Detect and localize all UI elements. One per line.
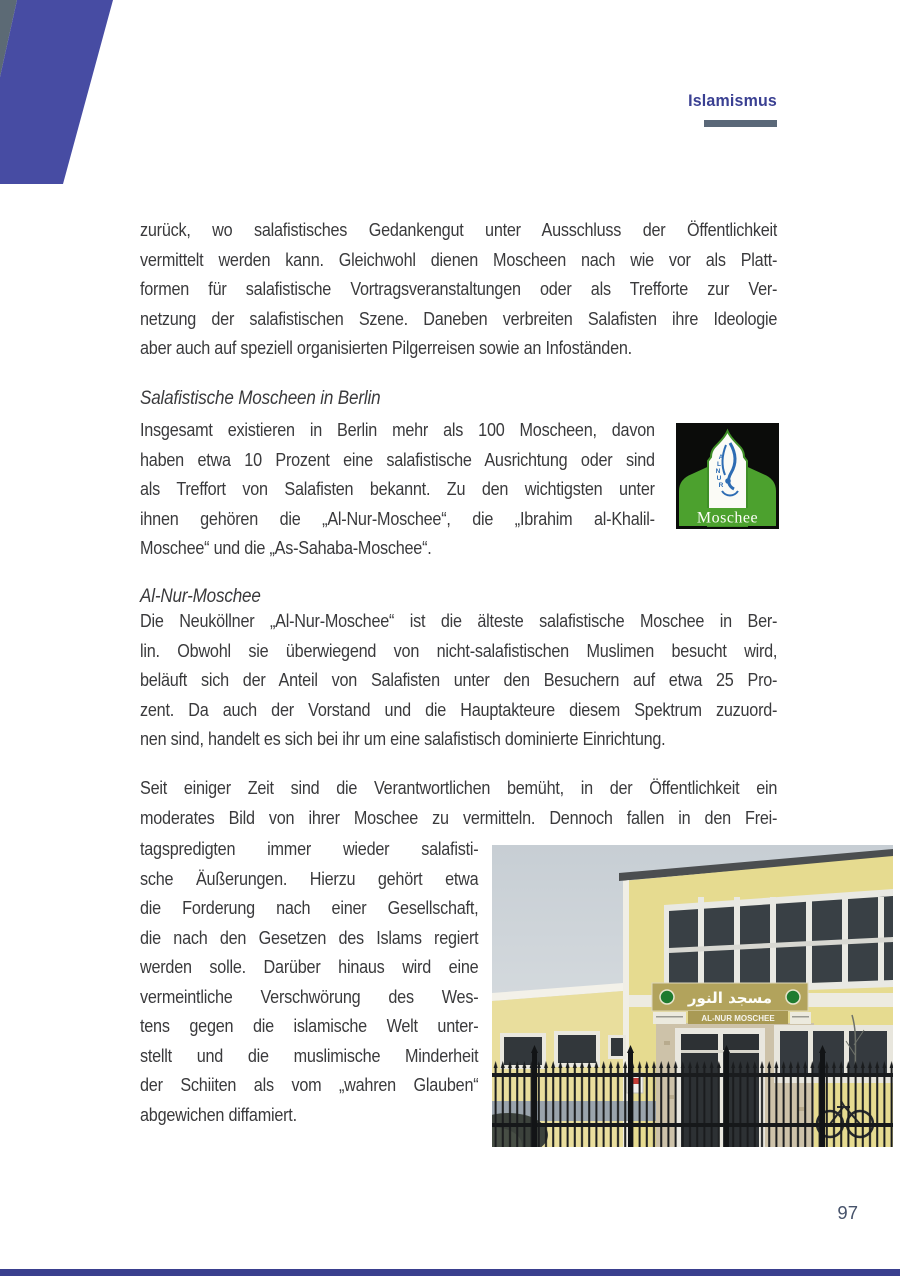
fence-rail — [492, 1123, 893, 1127]
text-line: aber auch auf speziell organisierten Pilgerreisen sowie an Infoständen. — [140, 338, 632, 358]
stone-speckle — [664, 1041, 670, 1045]
logo-letter: A — [718, 454, 724, 461]
text-line: beläuft sich der Anteil von Salafisten unter den Besuchern auf etwa 25 Pro- — [140, 670, 778, 690]
text-line: Insgesamt existieren in Berlin mehr als 100 Moscheen, davon — [140, 420, 655, 440]
text-line: moderates Bild von ihrer Moschee zu vermitteln. Dennoch fallen in den Frei- — [140, 807, 778, 828]
text-line: der Schiiten als vom „wahren Glauben“ — [140, 1075, 479, 1095]
page-number: 97 — [837, 1202, 858, 1223]
text-line: zent. Da auch der Vorstand und die Hauptakteure diesem Spektrum zuzuord- — [140, 699, 778, 720]
text-line: abgewichen diffamiert. — [140, 1104, 297, 1125]
text-line: vermeintliche Verschwörung des Wes- — [140, 986, 479, 1007]
text-line: haben etwa 10 Prozent eine salafistische Ausrichtung oder sind — [140, 449, 655, 470]
logo-letter: U — [716, 475, 722, 482]
text-line: formen für salafistische Vortragsveranstaltungen oder als Trefforte zur Ver- — [140, 279, 778, 299]
text-line: sche Äußerungen. Hierzu gehört etwa — [140, 868, 479, 889]
plaque-line — [792, 1016, 809, 1018]
sign-latin-text: AL-NUR MOSCHEE — [701, 1014, 775, 1023]
paragraph-mosque-count — [140, 416, 655, 564]
corner-blue-parallelogram — [0, 0, 113, 184]
subheading-alnur: Al-Nur-Moschee — [140, 586, 261, 607]
logo-letter: L — [717, 461, 721, 468]
sign-plaque — [653, 1012, 686, 1024]
logo-dot — [725, 478, 731, 484]
section-header: Islamismus — [688, 91, 777, 110]
interfloor-band — [808, 993, 893, 1007]
text-line: Moschee“ und die „As-Sahaba-Moschee“. — [140, 538, 432, 558]
plaque-line — [656, 1016, 683, 1018]
fence-rail — [492, 1073, 893, 1077]
window-glass — [611, 1038, 623, 1056]
text-line: Seit einiger Zeit sind die Verantwortlichen bemüht, in der Öffentlichkeit ein — [140, 778, 778, 798]
logo-caption: Moschee — [696, 509, 759, 527]
text-line: netzung der salafistischen Szene. Daneben verbreiten Salafisten ihre Ideologie — [140, 308, 778, 329]
window-mullion — [698, 897, 704, 985]
text-line: stellt und die muslimische Minderheit — [140, 1045, 479, 1066]
section-header-rule — [704, 120, 777, 127]
text-line: als Treffort von Salafisten bekannt. Zu den wichtigsten unter — [140, 479, 655, 499]
bottom-edge-bar — [0, 1269, 900, 1276]
text-line: tagspredigten immer wieder salafisti- — [140, 839, 479, 859]
sign-medallion-icon — [786, 990, 800, 1004]
text-line: tens gegen die islamische Welt unter- — [140, 1016, 479, 1036]
text-line: die nach den Gesetzen des Islams regiert — [140, 927, 479, 948]
alnur-mosque-logo — [676, 423, 779, 529]
paragraph-sermons-full — [140, 774, 777, 833]
door-transom — [681, 1050, 759, 1053]
text-line: vermittelt werden kann. Gleichwohl dienen Moscheen nach wie vor als Platt- — [140, 249, 778, 270]
text-line: lin. Obwohl sie überwiegend von nicht-salafistischen Muslimen besucht wird, — [140, 640, 778, 661]
text-line: ihnen gehören die „Al-Nur-Moschee“, die „Ibrahim al-Khalil- — [140, 508, 655, 529]
window-mullion — [770, 897, 776, 985]
sign-plaque — [790, 1012, 811, 1024]
text-line: Die Neuköllner „Al-Nur-Moschee“ ist die älteste salafistische Moschee in Ber- — [140, 611, 778, 631]
interfloor-band — [629, 995, 652, 1007]
paragraph-sermons-column — [140, 835, 478, 1130]
logo-letter: N — [715, 468, 721, 475]
sign-arabic-text: مسجد النور — [687, 989, 773, 1007]
sign-medallion-icon — [660, 990, 674, 1004]
window-mullion — [806, 897, 812, 985]
subheading-salafist-mosques: Salafistische Moscheen in Berlin — [140, 388, 381, 409]
text-line: nen sind, handelt es sich bei ihr um eine salafistisch dominierte Einrichtung. — [140, 729, 666, 749]
text-line: die Forderung nach einer Gesellschaft, — [140, 898, 479, 918]
corner-wedge-graphic — [0, 0, 115, 184]
text-line: zurück, wo salafistisches Gedankengut unter Ausschluss der Öffentlichkeit — [140, 220, 778, 240]
paragraph-alnur — [140, 607, 777, 755]
logo-letter: R — [718, 482, 724, 489]
alnur-mosque-photo — [492, 845, 893, 1147]
text-line: werden solle. Darüber hinaus wird eine — [140, 957, 479, 977]
window-glass — [558, 1035, 596, 1063]
window-mullion — [734, 897, 740, 985]
paragraph-intro — [140, 216, 777, 364]
